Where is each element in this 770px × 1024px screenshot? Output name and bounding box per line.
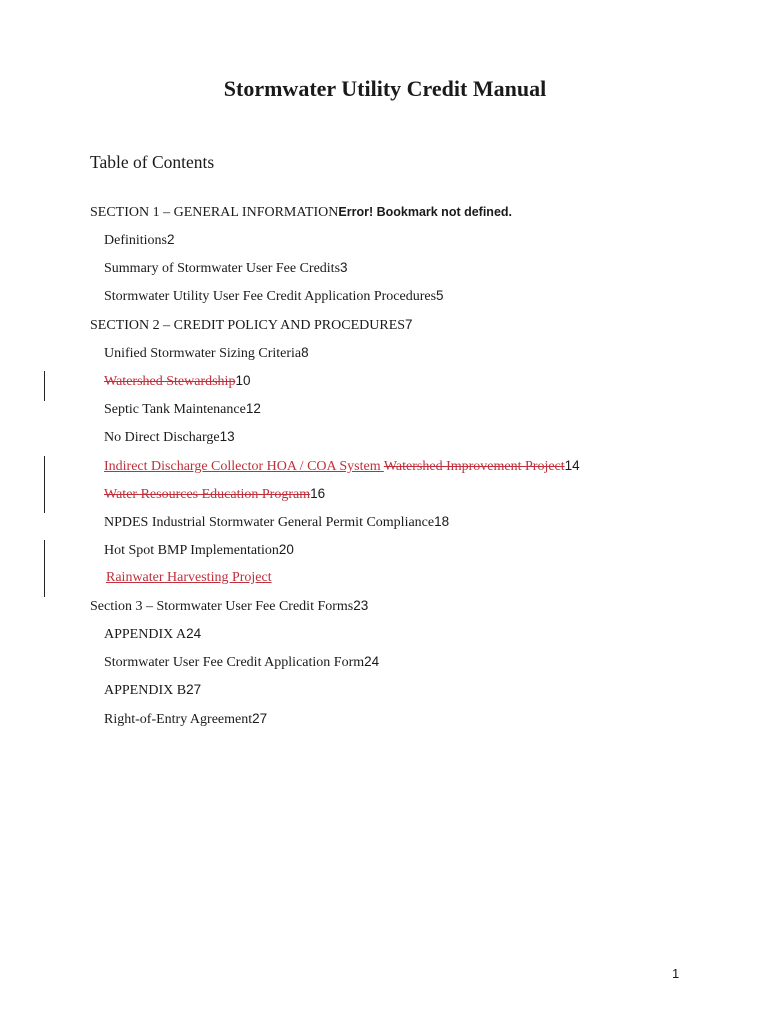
toc-entry-section-3[interactable] [90, 597, 368, 616]
toc-entry-definitions[interactable] [104, 231, 175, 250]
toc-entry-septic[interactable] [104, 400, 261, 419]
toc-entry-label: No Direct Discharge [104, 430, 220, 445]
toc-page-number: 14 [564, 458, 580, 473]
revision-change-bar [44, 371, 45, 401]
toc-entry-label: APPENDIX A [104, 627, 187, 642]
toc-entry-label: Septic Tank Maintenance [104, 402, 246, 417]
toc-entry-appendix-b[interactable] [104, 681, 201, 700]
toc-entry-procedures[interactable] [104, 287, 444, 306]
deleted-text: Watershed Improvement Project [383, 459, 565, 474]
bookmark-error: Error! Bookmark not defined. [338, 205, 513, 219]
toc-entry-label: NPDES Industrial Stormwater General Permit Compliance [104, 515, 435, 530]
toc-page-number: 7 [405, 317, 413, 332]
toc-entry-label: Hot Spot BMP Implementation [104, 543, 279, 558]
toc-entry-summary[interactable] [104, 259, 348, 278]
toc-page-number: 20 [278, 542, 294, 557]
document-title: Stormwater Utility Credit Manual [223, 76, 547, 101]
toc-entry-indirect-discharge[interactable] [104, 457, 580, 476]
toc-entry-hot-spot[interactable] [104, 541, 294, 560]
toc-entry-watershed-stewardship[interactable] [104, 372, 250, 391]
deleted-text: Water Resources Education Program [104, 487, 311, 502]
revision-change-bar [44, 456, 45, 513]
toc-entry-label: Unified Stormwater Sizing Criteria [104, 346, 302, 361]
toc-entry-label: Section 3 – Stormwater User Fee Credit Forms [90, 599, 354, 614]
toc-entry-label: Stormwater Utility User Fee Credit Application Procedures [104, 289, 437, 304]
toc-entry-appendix-a[interactable] [104, 625, 201, 644]
toc-page-number: 27 [252, 711, 268, 726]
toc-entry-label: Summary of Stormwater User Fee Credits [104, 261, 341, 276]
toc-page-number: 24 [364, 654, 380, 669]
page-number: 1 [672, 966, 680, 981]
toc-page-number: 13 [219, 429, 235, 444]
toc-entry-npdes[interactable] [104, 513, 449, 532]
toc-page-number: 18 [434, 514, 450, 529]
toc-page-number: 5 [436, 288, 444, 303]
toc-entry-application-form[interactable] [104, 653, 379, 672]
toc-page-number: 3 [340, 260, 348, 275]
toc-page-number: 27 [186, 682, 202, 697]
inserted-text: Rainwater Harvesting Project [106, 570, 272, 585]
toc-entry-no-direct-discharge[interactable] [104, 428, 235, 447]
toc-entry-section-1[interactable] [90, 203, 512, 222]
toc-entry-section-2[interactable] [90, 316, 413, 335]
toc-entry-label: SECTION 2 – CREDIT POLICY AND PROCEDURES [90, 318, 406, 333]
toc-entry-rainwater-harvesting[interactable] [90, 569, 272, 587]
toc-page-number: 24 [186, 626, 202, 641]
toc-entry-label: Definitions [104, 233, 167, 248]
toc-entry-label: SECTION 1 – GENERAL INFORMATION [90, 205, 339, 220]
toc-heading: Table of Contents [90, 152, 215, 172]
toc-entry-water-resources[interactable] [104, 485, 325, 504]
toc-entry-label: Stormwater User Fee Credit Application Form [104, 655, 365, 670]
toc-entry-label: APPENDIX B [104, 683, 187, 698]
toc-entry-right-of-entry[interactable] [104, 710, 267, 729]
toc-entry-label: Right-of-Entry Agreement [104, 712, 253, 727]
toc-page-number: 16 [310, 486, 326, 501]
toc-page-number: 23 [353, 598, 369, 613]
toc-page-number: 10 [235, 373, 251, 388]
toc-entry-unified-sizing[interactable] [104, 344, 309, 363]
inserted-text: Indirect Discharge Collector HOA / COA System [104, 459, 384, 474]
deleted-text: Watershed Stewardship [104, 374, 236, 389]
toc-page-number: 8 [301, 345, 309, 360]
revision-change-bar [44, 540, 45, 597]
toc-page-number: 2 [167, 232, 175, 247]
toc-page-number: 12 [245, 401, 261, 416]
